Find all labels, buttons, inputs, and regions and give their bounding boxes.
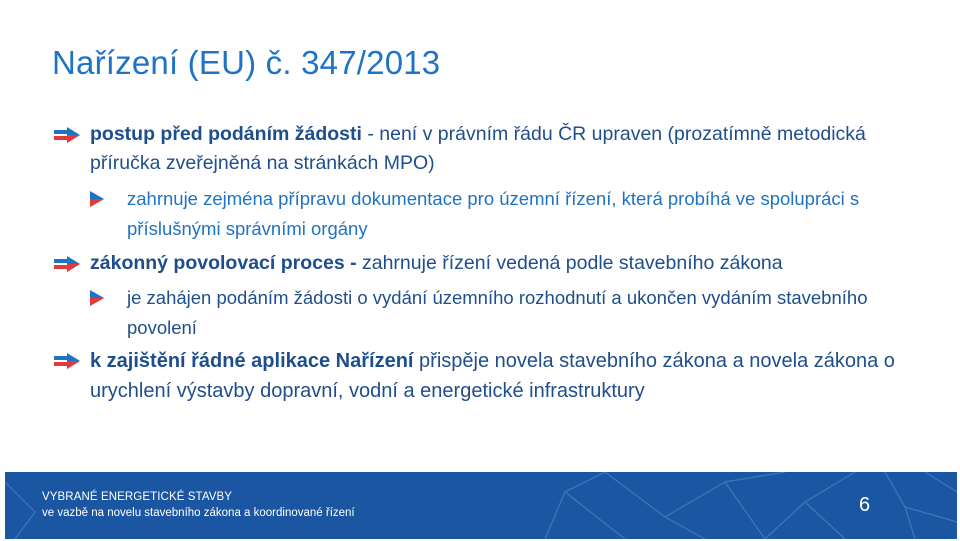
bullet-item-1 — [90, 120, 910, 178]
bullet-item-3 — [90, 346, 910, 406]
arrow-right-icon — [54, 127, 80, 143]
sub-bullet-item-2: je zahájen podáním žádosti o vydání územního rozhodnutí a ukončen vydáním stavebního povolení — [127, 287, 868, 338]
bullet-item-3-text: přispěje novela stavebního zákona a novela zákona o urychlení výstavby dopravní, vodní a energetické infrastruktury — [90, 350, 895, 402]
bullet-item-2-bold: zákonný povolovací proces - — [90, 252, 357, 274]
slide-title: Nařízení (EU) č. 347/2013 — [52, 44, 441, 81]
bullet-item-1-text: - není v právním řádu ČR upraven (prozatímně metodická příručka zveřejněná na stránkách MPO) — [90, 123, 866, 174]
footer-subtitle: ve vazbě na novelu stavebního zákona a koordinované řízení — [42, 507, 355, 519]
footer-pattern — [5, 472, 957, 539]
footer-bar — [5, 472, 957, 539]
footer-title: VYBRANÉ ENERGETICKÉ STAVBY — [42, 491, 233, 503]
bullet-item-3-bold: k zajištění řádné aplikace Nařízení — [90, 350, 414, 372]
sub-bullet-item-1: zahrnuje zejména přípravu dokumentace pro územní řízení, která probíhá ve spolupráci s příslušnými správními orgány — [127, 188, 860, 239]
arrow-right-icon — [54, 256, 80, 272]
triangle-right-icon — [90, 290, 104, 306]
bullet-item-1-bold: postup před podáním žádosti — [90, 123, 362, 145]
bullet-item-2 — [90, 249, 910, 278]
page-number: 6 — [859, 494, 871, 516]
bullet-item-2-text: zahrnuje řízení vedená podle stavebního zákona — [356, 252, 783, 274]
triangle-right-icon — [90, 191, 104, 207]
arrow-right-icon — [54, 353, 80, 369]
